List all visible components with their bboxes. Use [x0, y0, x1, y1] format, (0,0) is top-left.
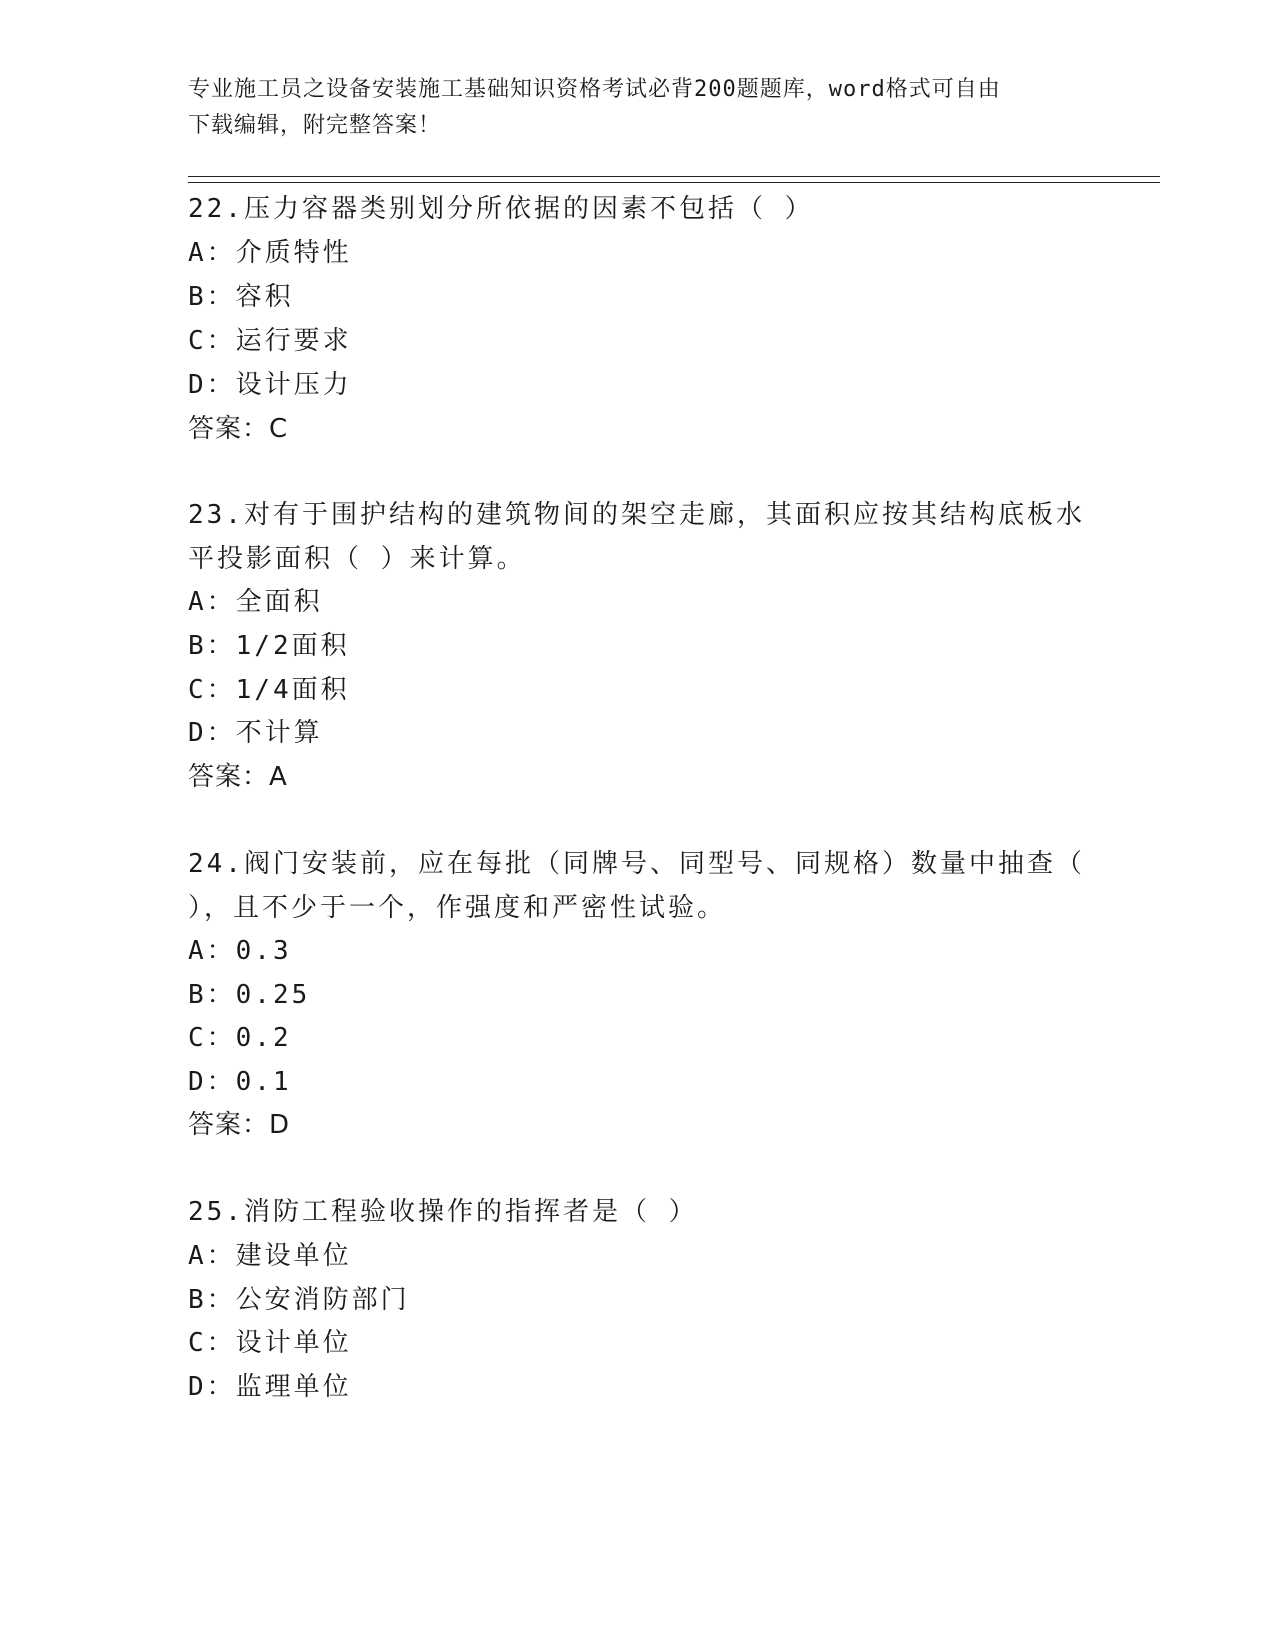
option-d: D：不计算: [188, 718, 323, 748]
option-b: B：1/2面积: [188, 631, 350, 661]
option-b: B：公安消防部门: [188, 1285, 410, 1315]
header-line-1: 专业施工员之设备安装施工基础知识资格考试必背200题题库，word格式可自由: [188, 77, 1001, 102]
option-d: D：监理单位: [188, 1372, 352, 1402]
header-divider-bottom: [188, 182, 1160, 183]
answer-text: 答案：A: [188, 762, 288, 792]
option-a: A：介质特性: [188, 238, 352, 268]
header-line-2: 下载编辑，附完整答案！: [188, 113, 442, 138]
option-c: C：设计单位: [188, 1328, 352, 1358]
question-stem-line-2: 平投影面积（ ）来计算。: [188, 544, 526, 574]
question-stem: 25.消防工程验收操作的指挥者是（ ）: [188, 1197, 698, 1227]
question-stem: 22.压力容器类别划分所依据的因素不包括（ ）: [188, 194, 814, 224]
question-stem-line-1: 24.阀门安装前，应在每批（同牌号、同型号、同规格）数量中抽查（: [188, 849, 1085, 879]
option-d: D：设计压力: [188, 370, 352, 400]
answer-text: 答案：D: [188, 1110, 291, 1140]
question-stem-line-1: 23.对有于围护结构的建筑物间的架空走廊，其面积应按其结构底板水: [188, 500, 1085, 530]
option-a: A：0.3: [188, 936, 292, 966]
option-c: C：0.2: [188, 1023, 292, 1053]
option-d: D：0.1: [188, 1067, 292, 1097]
option-c: C：1/4面积: [188, 675, 350, 705]
option-b: B：0.25: [188, 980, 311, 1010]
header-divider-top: [188, 176, 1160, 177]
question-stem-line-2: ），且不少于一个，作强度和严密性试验。: [188, 893, 727, 923]
option-c: C：运行要求: [188, 326, 352, 356]
option-b: B：容积: [188, 282, 294, 312]
option-a: A：全面积: [188, 587, 323, 617]
document-header: [188, 72, 1088, 144]
answer-text: 答案：C: [188, 414, 289, 444]
option-a: A：建设单位: [188, 1241, 352, 1271]
